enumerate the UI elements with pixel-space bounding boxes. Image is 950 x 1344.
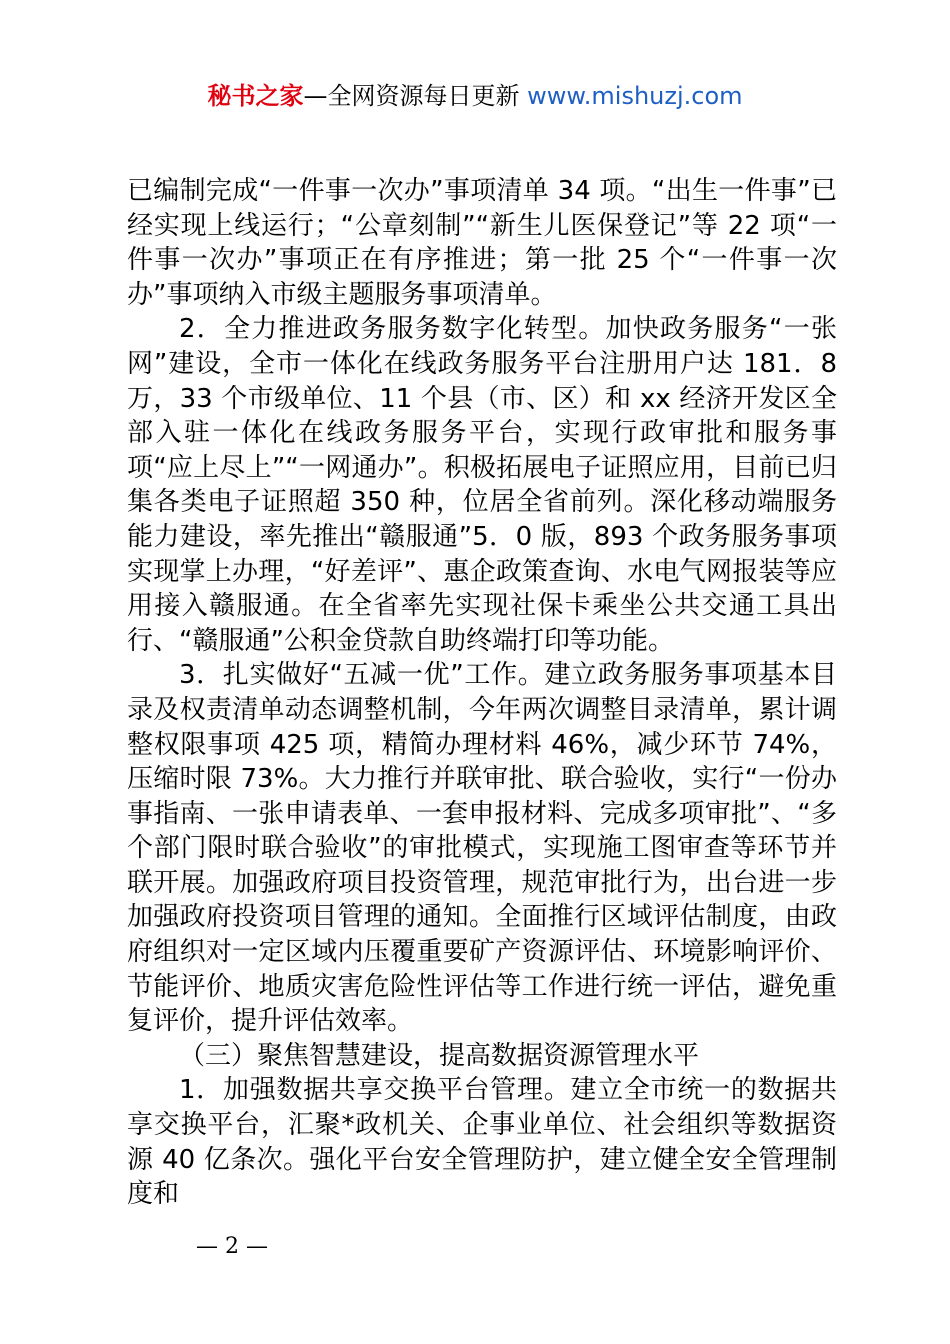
brand-url-link[interactable]: www.mishuzj.com — [527, 82, 743, 110]
site-header — [0, 80, 950, 112]
paragraph-data-sharing: 1．加强数据共享交换平台管理。建立全市统一的数据共享交换平台，汇聚*政机关、企事业单位、社会组织等数据资源 40 亿条次。强化平台安全管理防护，建立健全安全管理制度和 — [127, 1075, 837, 1210]
document-body — [127, 174, 837, 1212]
paragraph-five-reductions: 3．扎实做好“五减一优”工作。建立政务服务事项基本目录及权责清单动态调整机制，今年两次调整目录清单，累计调整权限事项 425 项，精简办理材料 46%，减少环节 74%，压缩时限 73%。大力推行并联审批、联合验收，实行“一份办事指南、一张申请表单、一套申报材料、完成多项审批”、“多个部门限时联合验收”的审批模式，实现施工图审查等环节并联开展。加强政府项目投资管理，规范审批行为，出台进一步加强政府投资项目管理的通知。全面推行区域评估制度，由政府组织对一定区域内压覆重要矿产资源评估、环境影响评价、节能评价、地质灾害危险性评估等工作进行统一评估，避免重复评价，提升评估效率。 — [127, 660, 837, 1037]
brand-slogan: —全网资源每日更新 — [303, 82, 520, 110]
paragraph-continuation: 已编制完成“一件事一次办”事项清单 34 项。“出生一件事”已经实现上线运行；“公章刻制”“新生儿医保登记”等 22 项“一件事一次办”事项正在有序推进；第一批 25 个“一件事一次办”事项纳入市级主题服务事项清单。 — [127, 176, 837, 310]
brand-name: 秘书之家 — [207, 82, 304, 110]
page-number: — 2 — — [196, 1234, 268, 1259]
paragraph-digital-transformation: 2．全力推进政务服务数字化转型。加快政务服务“一张网”建设，全市一体化在线政务服务平台注册用户达 181．8万，33 个市级单位、11 个县（市、区）和 xx 经济开发区全部入驻一体化在线政务服务平台，实现行政审批和服务事项“应上尽上”“一网通办”。积极拓展电子证照应用，目前已归集各类电子证照超 350 种，位居全省前列。深化移动端服务能力建设，率先推出“赣服通”5．0 版，893 个政务服务事项实现掌上办理，“好差评”、惠企政策查询、水电气网报装等应用接入赣服通。在全省率先实现社保卡乘坐公共交通工具出行、“赣服通”公积金贷款自助终端打印等功能。 — [127, 314, 837, 656]
section-heading-smart-construction: （三）聚焦智慧建设，提高数据资源管理水平 — [179, 1040, 700, 1071]
